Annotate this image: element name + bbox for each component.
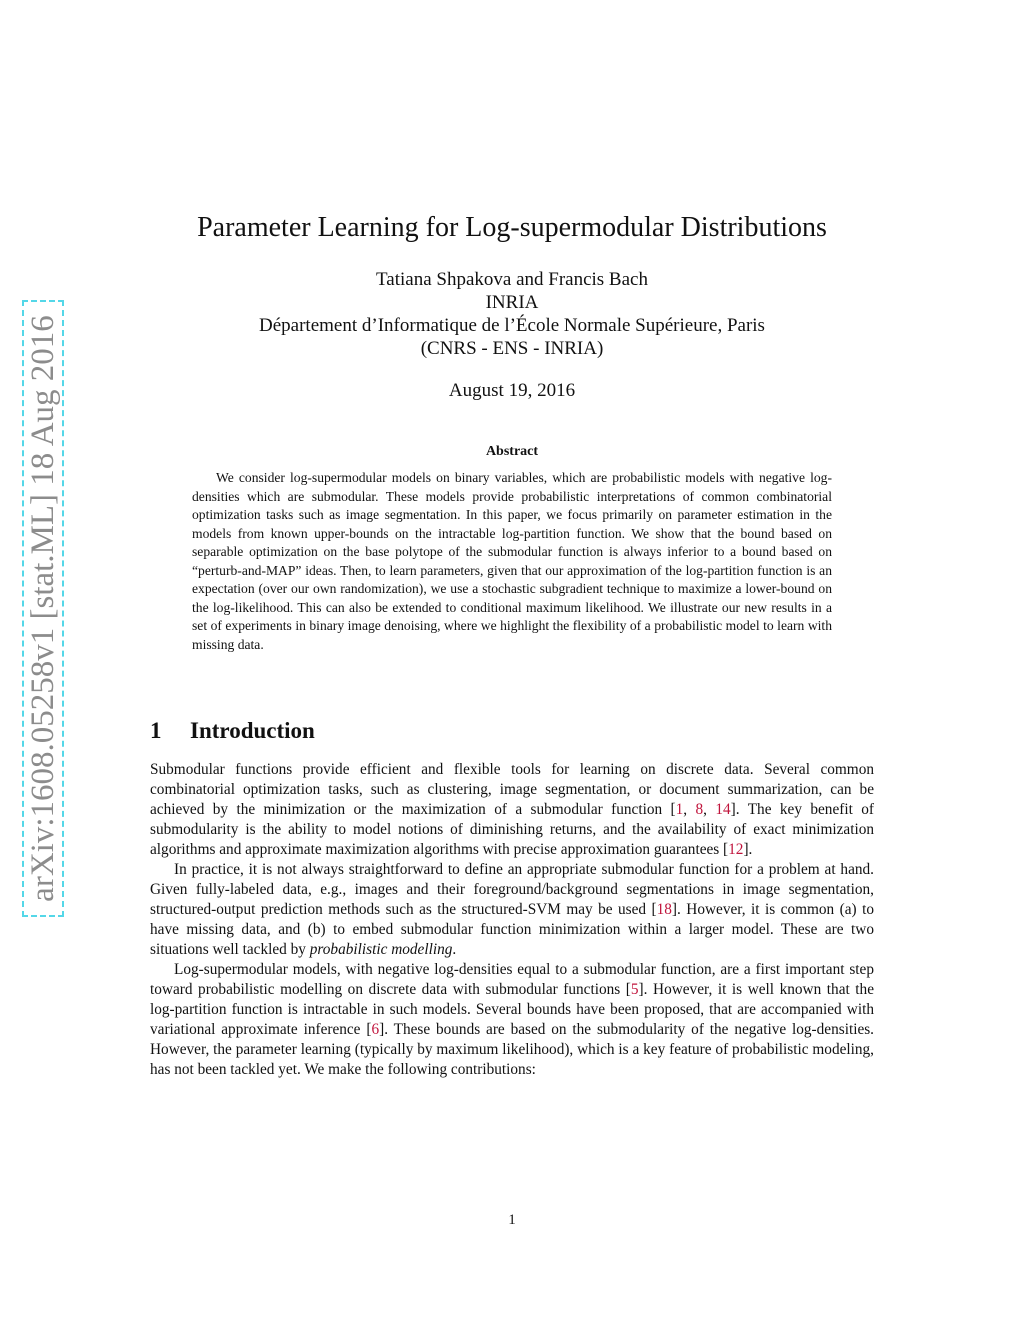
section-title: Introduction: [190, 718, 315, 743]
author-names: Tatiana Shpakova and Francis Bach: [376, 269, 648, 290]
paragraph-2-text-b: ]. However, it is common (a) to have missing data, and (b) to embed submodular function minimization within a larger model. These are two situations well tackled by: [150, 901, 874, 958]
paragraph-2: [150, 860, 874, 960]
abstract-heading: Abstract: [485, 444, 539, 459]
introduction-body: [150, 760, 874, 1080]
page-number: 1: [508, 1212, 516, 1228]
citation-link[interactable]: 18: [656, 901, 672, 918]
affiliation-line-3: (CNRS - ENS - INRIA): [420, 338, 604, 359]
paper-date: August 19, 2016: [448, 380, 576, 401]
paragraph-2-text-a: In practice, it is not always straightforward to define an appropriate submodular function for a problem at hand. Given fully-labeled data, e.g., images and their foreground/background segmentations in image segmentation, structured-output prediction methods such as the structured-SVM may be used [: [150, 861, 874, 918]
paragraph-3: [150, 960, 874, 1080]
citation-separator: ,: [683, 801, 696, 818]
arxiv-stamp[interactable]: arXiv:1608.05258v1 [stat.ML] 18 Aug 2016: [25, 315, 61, 902]
citation-separator: ,: [703, 801, 716, 818]
abstract-text: We consider log-supermodular models on binary variables, which are probabilistic models with negative log-densities which are submodular. These models provide probabilistic interpretations of common combinatorial optimization tasks such as image segmentation. In this paper, we focus primarily on parameter estimation in the models from known upper-bounds on the intractable log-partition function. We show that the bound based on separable optimization on the base polytope of the submodular function is always inferior to a bound based on “perturb-and-MAP” ideas. Then, to learn parameters, given that our approximation of the log-partition function is an expectation (over our own randomization), we use a stochastic subgradient technique to maximize a lower-bound on the log-likelihood. This can also be extended to conditional maximum likelihood. We illustrate our new results in a set of experiments in binary image denoising, where we highlight the flexibility of a probabilistic model to learn with missing data.: [192, 470, 832, 652]
paragraph-1: [150, 760, 874, 860]
affiliation-line-1: INRIA: [485, 292, 539, 313]
section-number: 1: [150, 718, 162, 743]
paper-title: Parameter Learning for Log-supermodular Distributions: [197, 212, 827, 243]
emphasis-text: probabilistic modelling: [309, 941, 453, 958]
paragraph-3-text-a: Log-supermodular models, with negative log-densities equal to a submodular function, are a first important step toward probabilistic modelling on discrete data with submodular functions [: [150, 961, 874, 998]
paragraph-3-text-b: ]. However, it is well known that the log-partition function is intractable in such models. Several bounds have been proposed, that are accompanied with variational approximate inference [: [150, 981, 874, 1038]
paragraph-1-text-end: ].: [743, 841, 753, 858]
paragraph-2-text-end: .: [452, 941, 457, 958]
citation-link[interactable]: 6: [371, 1021, 380, 1038]
citation-link[interactable]: 12: [728, 841, 744, 858]
citation-link[interactable]: 14: [715, 801, 731, 818]
author-block: [0, 268, 1024, 360]
paragraph-1-text-b: ]. The key benefit of submodularity is the ability to model notions of diminishing returns, and the availability of exact minimization algorithms and approximate maximization algorithms with precise approximation guarantees [: [150, 801, 874, 858]
affiliation-line-2: Département d’Informatique de l’École Normale Supérieure, Paris: [259, 315, 765, 336]
citation-link[interactable]: 5: [630, 981, 639, 998]
citation-link[interactable]: 1: [675, 801, 684, 818]
citation-link[interactable]: 8: [695, 801, 704, 818]
paragraph-1-text-a: Submodular functions provide efficient and flexible tools for learning on discrete data. Several common combinatorial optimization tasks, such as clustering, image segmentation, or document summarization, can be achieved by the minimization or the maximization of a submodular function [: [150, 761, 874, 818]
section-heading: [150, 716, 315, 746]
paragraph-3-text-c: ]. These bounds are based on the submodularity of the negative log-densities. However, the parameter learning (typically by maximum likelihood), which is a key feature of probabilistic modeling, has not been tackled yet. We make the following contributions:: [150, 1021, 875, 1078]
